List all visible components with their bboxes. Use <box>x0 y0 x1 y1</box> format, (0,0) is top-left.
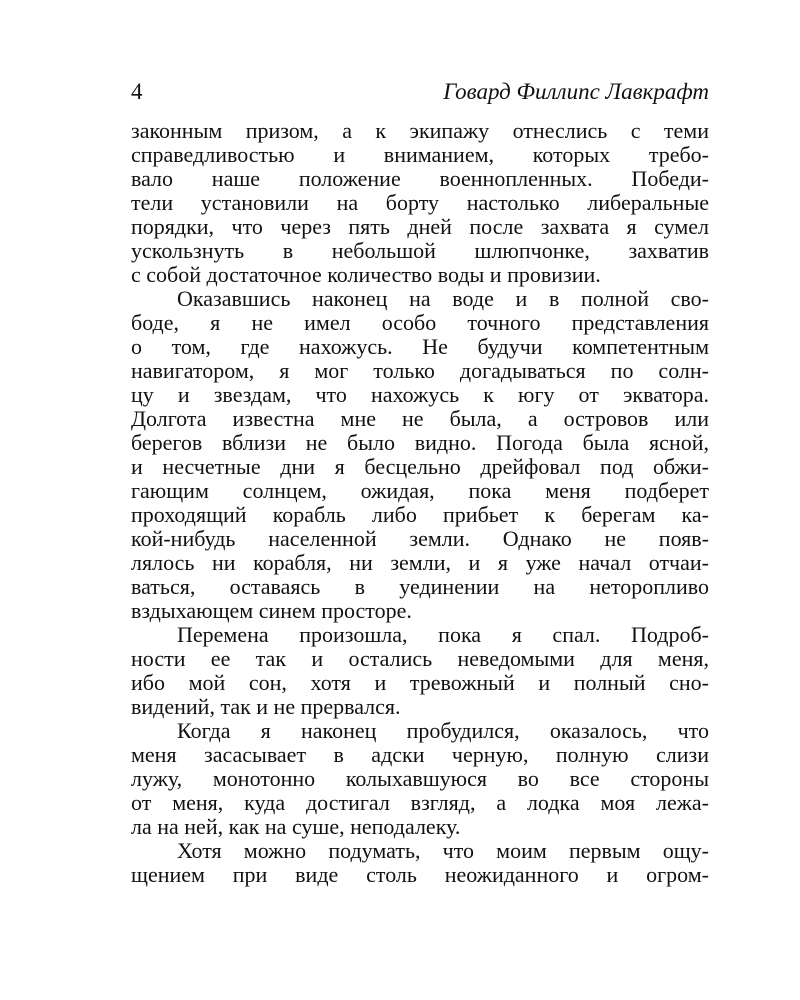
paragraph <box>131 719 709 839</box>
text-line: и несчетные дни я бесцельно дрейфовал под обжи- <box>131 454 709 479</box>
text-line: цу и звездам, что нахожусь к югу от экватора. <box>131 382 709 407</box>
text-line: ности ее так и остались неведомыми для меня, <box>131 646 709 671</box>
text-line: видений, так и не прервался. <box>131 694 401 719</box>
text-line: от меня, куда достигал взгляд, а лодка моя лежа- <box>131 790 709 815</box>
paragraph <box>131 839 709 887</box>
text-line: о том, где нахожусь. Не будучи компетентным <box>131 334 709 359</box>
text-line: Оказавшись наконец на воде и в полной сво- <box>177 286 709 311</box>
text-line: справедливостью и вниманием, которых требо- <box>131 142 709 167</box>
page-number: 4 <box>131 79 143 104</box>
running-head <box>131 76 709 108</box>
text-line: Хотя можно подумать, что моим первым ощу- <box>177 838 709 863</box>
text-line: Когда я наконец пробудился, оказалось, что <box>177 718 709 743</box>
running-head-author: Говард Филлипс Лавкрафт <box>443 79 709 104</box>
text-line: навигатором, я мог только догадываться по солн- <box>131 358 709 383</box>
text-line: боде, я не имел особо точного представления <box>131 310 709 335</box>
text-line: кой-нибудь населенной земли. Однако не появ- <box>131 526 709 551</box>
text-line: гающим солнцем, ожидая, пока меня подберет <box>131 478 709 503</box>
text-line: лялось ни корабля, ни земли, и я уже начал отчаи- <box>131 550 709 575</box>
text-body <box>131 119 709 887</box>
paragraph <box>131 623 709 719</box>
paragraph <box>131 287 709 623</box>
text-line: Перемена произошла, пока я спал. Подроб- <box>177 622 709 647</box>
text-line: лужу, монотонно колыхавшуюся во все стороны <box>131 766 709 791</box>
text-line: ибо мой сон, хотя и тревожный и полный сно- <box>131 670 709 695</box>
text-line: меня засасывает в адски черную, полную слизи <box>131 742 709 767</box>
text-line: вало наше положение военнопленных. Победи- <box>131 166 709 191</box>
text-line: порядки, что через пять дней после захвата я сумел <box>131 214 709 239</box>
text-line: с собой достаточное количество воды и провизии. <box>131 262 601 287</box>
text-line: ла на ней, как на суше, неподалеку. <box>131 814 461 839</box>
text-line: проходящий корабль либо прибьет к берегам ка- <box>131 502 709 527</box>
text-line: законным призом, а к экипажу отнеслись с теми <box>131 118 709 143</box>
text-line: Долгота известна мне не была, а островов или <box>131 406 709 431</box>
text-line: щением при виде столь неожиданного и огром- <box>131 862 709 887</box>
text-line: вздыхающем синем просторе. <box>131 598 412 623</box>
text-line: берегов вблизи не было видно. Погода была ясной, <box>131 430 709 455</box>
paragraph <box>131 119 709 287</box>
text-line: тели установили на борту настолько либеральные <box>131 190 709 215</box>
text-line: ускользнуть в небольшой шлюпчонке, захватив <box>131 238 709 263</box>
text-line: ваться, оставаясь в уединении на неторопливо <box>131 574 709 599</box>
